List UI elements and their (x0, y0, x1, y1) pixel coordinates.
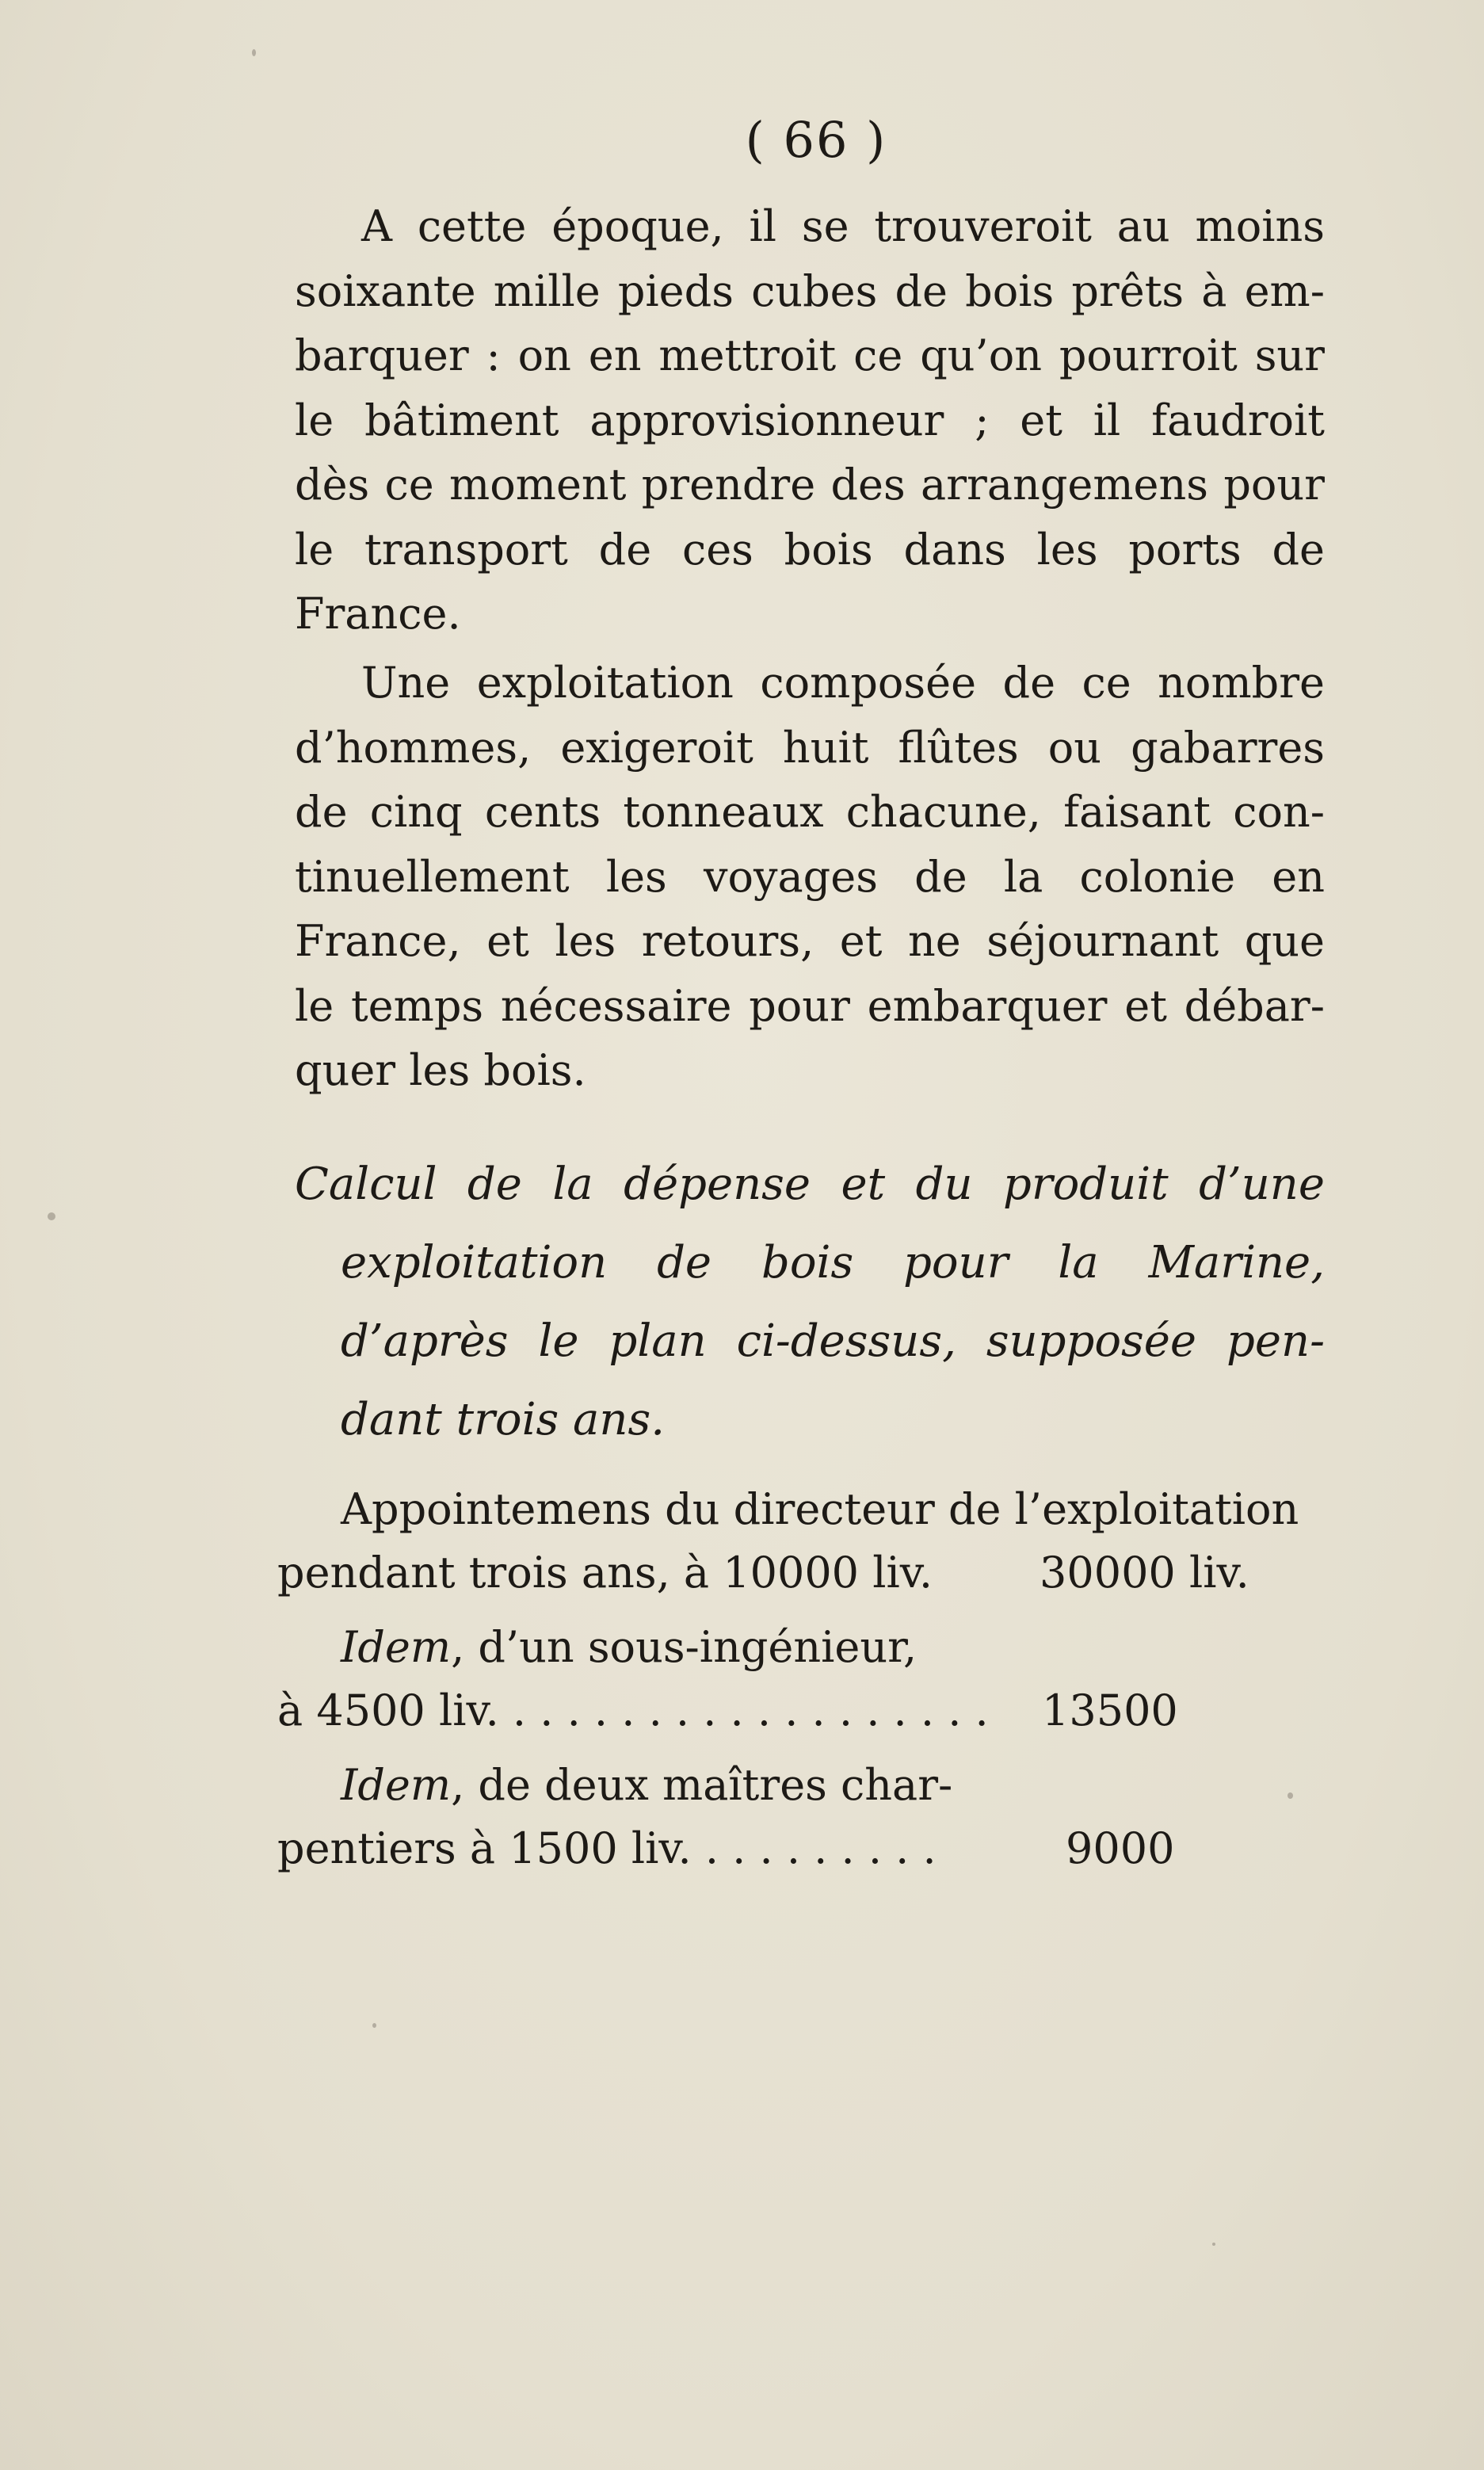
page-number: ( 66 ) (745, 111, 887, 169)
heading-line: dant trois ans. (341, 1394, 666, 1445)
paper-speck (1212, 2243, 1215, 2246)
expense-entry-line (277, 1541, 1307, 1605)
paragraph-2 (295, 651, 1325, 1103)
entry-text: pentiers à 1500 liv. . . . . . . . . . (277, 1823, 937, 1873)
text-line: tinuellement les voyages de la colonie en (295, 851, 1325, 902)
paragraph-1 (295, 194, 1325, 647)
entry-label: Idem (341, 1622, 452, 1672)
paper-speck (1288, 1792, 1293, 1799)
text-line: barquer : on en mettroit ce qu’on pourroit sur (295, 330, 1325, 380)
text-line: dès ce moment prendre des arrangemens pour (295, 460, 1325, 510)
text-line: d’hommes, exigeroit huit flûtes ou gabarres (295, 722, 1325, 773)
entry-text: , d’un sous-ingénieur, (451, 1622, 917, 1672)
entry-text: à 4500 liv. . . . . . . . . . . . . . . . . . . (277, 1685, 989, 1735)
text-line: quer les bois. (295, 1045, 586, 1095)
heading-line: exploitation de bois pour la Marine, (341, 1237, 1325, 1288)
text-line: A cette époque, il se trouveroit au moins (361, 201, 1325, 251)
section-heading (295, 1145, 1325, 1459)
text-line: soixante mille pieds cubes de bois prêts à em- (295, 265, 1325, 316)
expense-entry-line (277, 1679, 1307, 1743)
text-line: le transport de ces bois dans les ports de (295, 524, 1325, 575)
expense-entry-line (277, 1478, 1307, 1541)
entry-amount: 30000 liv. (1040, 1548, 1249, 1598)
expense-entry-line (277, 1817, 1307, 1880)
text-line: le temps nécessaire pour embarquer et débar- (295, 980, 1325, 1031)
paper-speck (252, 49, 256, 56)
entry-text: , de deux maîtres char- (451, 1760, 953, 1810)
entry-text: pendant trois ans, à 10000 liv. (277, 1548, 933, 1598)
text-line: le bâtiment approvisionneur ; et il faudroit (295, 395, 1325, 445)
heading-line: Calcul de la dépense et du produit d’une (295, 1159, 1325, 1210)
expense-entry-line (277, 1754, 1307, 1817)
text-line: Une exploitation composée de ce nombre (361, 658, 1325, 708)
text-line: France, et les retours, et ne séjournant que (295, 916, 1325, 966)
heading-line: d’après le plan ci-dessus, supposée pen- (341, 1315, 1325, 1367)
text-line: de cinq cents tonneaux chacune, faisant con- (295, 787, 1325, 837)
paper-speck (372, 2023, 376, 2028)
expense-entry-line (277, 1616, 1307, 1679)
expense-list (277, 1478, 1307, 1880)
entry-text: Appointemens du directeur de l’exploitation (341, 1484, 1299, 1534)
entry-label: Idem (341, 1760, 452, 1810)
entry-amount: 9000 (1066, 1823, 1175, 1873)
text-line: France. (295, 589, 461, 639)
entry-amount: 13500 (1042, 1685, 1178, 1735)
paper-speck (48, 1212, 55, 1220)
